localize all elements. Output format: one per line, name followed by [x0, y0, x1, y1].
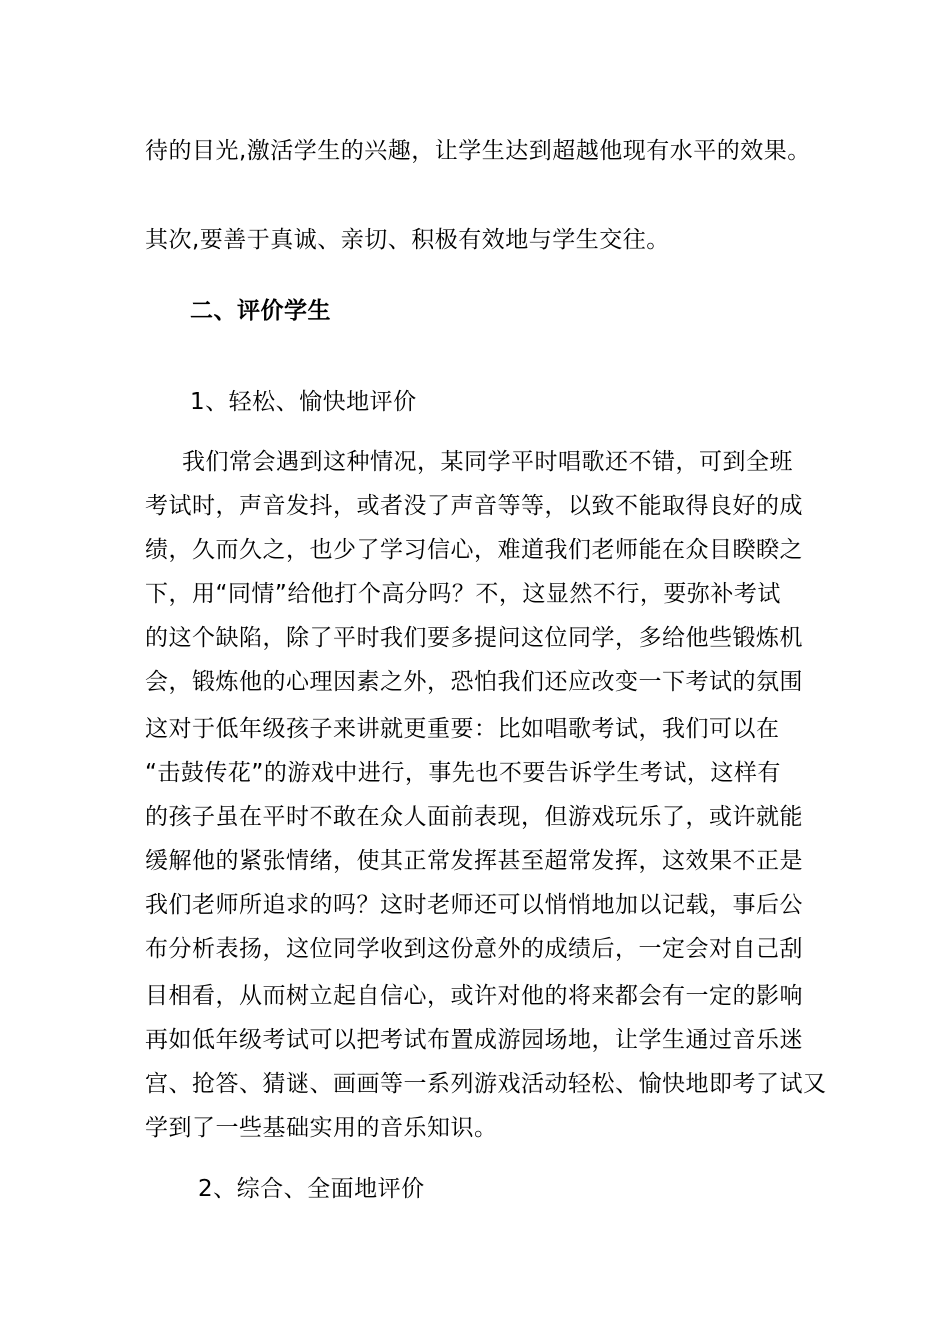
paragraph-line: 我们常会遇到这种情况，某同学平时唱歌还不错，可到全班 [182, 449, 793, 475]
intro-line-2: 其次,要善于真诚、亲切、积极有效地与学生交往。 [145, 227, 670, 253]
paragraph-line: 学到了一些基础实用的音乐知识。 [145, 1115, 498, 1141]
paragraph-line: 这对于低年级孩子来讲就更重要：比如唱歌考试，我们可以在 [145, 716, 780, 742]
paragraph-line: 考试时，声音发抖，或者没了声音等等，以致不能取得良好的成 [145, 493, 803, 519]
paragraph-line: 绩，久而久之，也少了学习信心，难道我们老师能在众目睽睽之 [145, 537, 803, 563]
paragraph-line: 会，锻炼他的心理因素之外，恐怕我们还应改变一下考试的氛围 [145, 669, 803, 695]
subsection-heading-1: 1、轻松、愉快地评价 [190, 389, 417, 415]
paragraph-line: 再如低年级考试可以把考试布置成游园场地，让学生通过音乐迷 [145, 1027, 803, 1053]
paragraph-line: “击鼓传花”的游戏中进行，事先也不要告诉学生考试，这样有 [145, 760, 781, 786]
paragraph-line: 目相看，从而树立起自信心，或许对他的将来都会有一定的影响 [145, 983, 803, 1009]
paragraph-line: 缓解他的紧张情绪，使其正常发挥甚至超常发挥，这效果不正是 [145, 848, 803, 874]
paragraph-line: 的这个缺陷，除了平时我们要多提问这位同学，多给他些锻炼机 [145, 625, 803, 651]
paragraph-line: 我们老师所追求的吗？这时老师还可以悄悄地加以记载，事后公 [145, 892, 803, 918]
paragraph-line: 宫、抢答、猜谜、画画等一系列游戏活动轻松、愉快地即考了试又 [145, 1071, 827, 1097]
paragraph-line: 下，用“同情”给他打个高分吗？不，这显然不行，要弥补考试 [145, 581, 781, 607]
paragraph-line: 布分析表扬，这位同学收到这份意外的成绩后，一定会对自己刮 [145, 936, 803, 962]
paragraph-line: 的孩子虽在平时不敢在众人面前表现，但游戏玩乐了，或许就能 [145, 804, 803, 830]
intro-line-1: 待的目光,激活学生的兴趣，让学生达到超越他现有水平的效果。 [145, 138, 811, 164]
section-heading: 二、评价学生 [190, 298, 331, 324]
subsection-heading-2: 2、综合、全面地评价 [198, 1176, 425, 1202]
